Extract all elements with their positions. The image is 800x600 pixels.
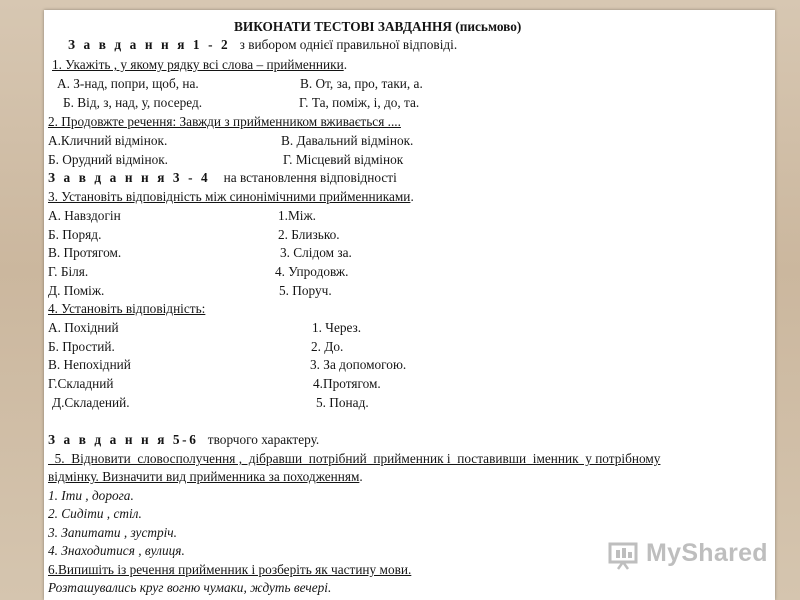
q3-right-item: 3. Слідом за.: [280, 245, 352, 260]
q5-item: 2. Сидіти , стіл.: [48, 506, 142, 521]
q3-left-item: Г. Біля.: [48, 264, 89, 279]
q4-right-item: 5. Понад.: [316, 395, 369, 410]
q3-left-item: Д. Поміж.: [48, 283, 105, 298]
q3-left-item: А. Навздогін: [48, 208, 121, 223]
q1-option-a: А. З-над, попри, щоб, на.: [57, 76, 199, 91]
q1-option-v: В. От, за, про, таки, а.: [300, 76, 423, 91]
q2-option-b: Б. Орудний відмінок.: [48, 152, 169, 167]
q3-right-item: 5. Поруч.: [279, 283, 332, 298]
question-5-line-2: відмінку. Визначити вид прийменника за походженням.: [48, 469, 363, 484]
presentation-icon: [608, 542, 640, 570]
q3-right-item: 2. Близько.: [278, 227, 340, 242]
page-title: ВИКОНАТИ ТЕСТОВІ ЗАВДАННЯ (письмово): [234, 19, 522, 34]
question-5-line-1: 5. Відновити словосполучення , дібравши потрібний прийменник і поставивши іменник у потрібному: [48, 451, 661, 466]
watermark: [608, 538, 778, 572]
q4-left-item: А. Похідний: [48, 320, 119, 335]
q2-option-v: В. Давальний відмінок.: [281, 133, 414, 148]
q3-right-item: 4. Упродовж.: [275, 264, 349, 279]
question-2: 2. Продовжте речення: Завжди з прийменником вживається ....: [48, 114, 401, 129]
q5-item: 4. Знаходитися , вулиця.: [48, 543, 185, 558]
question-1: 1. Укажіть , у якому рядку всі слова – прийменники.: [52, 57, 348, 72]
question-4: 4. Установіть відповідність:: [48, 301, 206, 316]
watermark-text: MyShared: [646, 539, 768, 567]
q4-right-item: 2. До.: [311, 339, 344, 354]
q6-sentence: Розташувались круг вогню чумаки, ждуть вечері.: [48, 580, 332, 595]
q3-right-item: 1.Між.: [278, 208, 317, 223]
q5-item: 3. Запитати , зустріч.: [48, 525, 177, 540]
task-3-4-header: З а в д а н н я 3 - 4 на встановлення відповідності: [48, 170, 397, 185]
q3-left-item: Б. Поряд.: [48, 227, 102, 242]
q1-option-b: Б. Від, з, над, у, посеред.: [63, 95, 203, 110]
q2-option-a: А.Кличний відмінок.: [48, 133, 168, 148]
question-6: 6.Випишіть із речення прийменник і розберіть як частину мови.: [48, 562, 412, 577]
task-1-2-header: З а в д а н н я 1 - 2 з вибором однієї правильної відповіді.: [68, 37, 458, 52]
q5-item: 1. Іти , дорога.: [48, 488, 134, 503]
q4-left-item: Б. Простий.: [48, 339, 115, 354]
q4-right-item: 4.Протягом.: [313, 376, 381, 391]
task-5-6-header: З а в д а н н я 5-6 творчого характеру.: [48, 432, 320, 447]
q4-left-item: Д.Складений.: [52, 395, 130, 410]
q1-option-g: Г. Та, поміж, і, до, та.: [299, 95, 420, 110]
q2-option-g: Г. Місцевий відмінок: [283, 152, 404, 167]
q4-right-item: 3. За допомогою.: [310, 357, 407, 372]
q3-left-item: В. Протягом.: [48, 245, 122, 260]
question-3: 3. Установіть відповідність між синонімічними прийменниками.: [48, 189, 414, 204]
q4-left-item: Г.Складний: [48, 376, 114, 391]
q4-right-item: 1. Через.: [312, 320, 362, 335]
q4-left-item: В. Непохідний: [48, 357, 131, 372]
